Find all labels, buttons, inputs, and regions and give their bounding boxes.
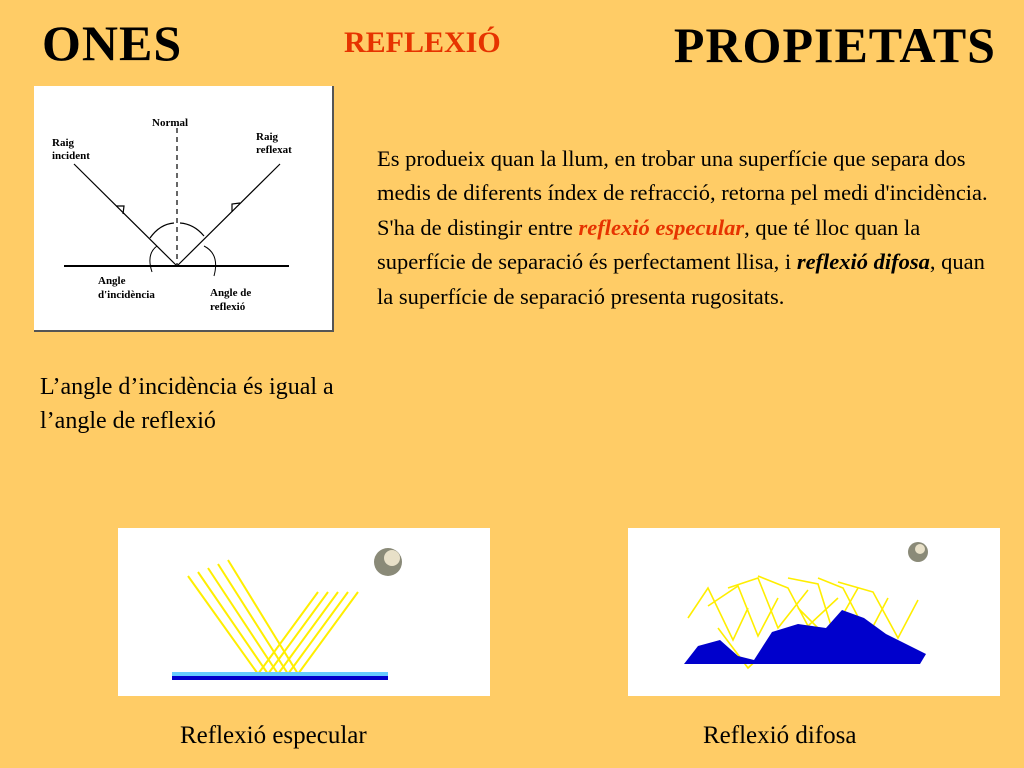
title-ones: ONES — [42, 15, 183, 71]
caption-diffuse: Reflexió difosa — [703, 722, 857, 749]
reflection-angle-arc — [180, 223, 204, 236]
light-source-highlight — [384, 550, 400, 566]
label-angle-ref-2: reflexió — [210, 301, 246, 313]
term-specular: reflexió especular — [578, 214, 745, 240]
angle-law-note: L’angle d’incidència és igual a l’angle de reflexió — [40, 374, 334, 434]
reflection-diagram — [34, 86, 334, 332]
description-part3: , quan la superfície de separació presenta rugositats. — [377, 249, 985, 309]
diffuse-reflection-image — [628, 528, 1000, 696]
label-reflected-1: Raig — [256, 131, 278, 143]
label-angle-inc-2: d'incidència — [98, 289, 155, 301]
rough-surface — [684, 610, 926, 664]
incident-ray — [74, 164, 177, 266]
reflected-ray — [177, 164, 280, 266]
diffuse-image-svg — [628, 528, 1000, 696]
label-angle-ref-1: Angle de — [210, 287, 252, 299]
caption-specular: Reflexió especular — [180, 722, 367, 749]
description-part2: , que té lloc quan la superfície de separació és perfectament llisa, i — [377, 214, 921, 275]
light-source-highlight — [915, 544, 925, 554]
label-angle-inc-1: Angle — [98, 275, 126, 287]
specular-reflection-image — [118, 528, 490, 696]
label-incident-2: incident — [52, 150, 90, 162]
term-diffuse: reflexió difosa — [796, 249, 930, 275]
label-reflected-2: reflexat — [256, 144, 292, 156]
mirror-surface-top — [172, 672, 388, 676]
label-incident-1: Raig — [52, 137, 74, 149]
description-text — [377, 142, 997, 314]
incidence-angle-arc — [150, 223, 174, 238]
description-part1: Es produeix quan la llum, en trobar una superfície que separa dos medis de diferents índex de refracció, retorna pel medi d'incidència. S'ha de distingir entre — [377, 146, 988, 240]
subtitle-reflexio: REFLEXIÓ — [344, 26, 501, 59]
title-propietats: PROPIETATS — [673, 17, 996, 73]
label-normal: Normal — [152, 117, 189, 129]
angle-ref-pointer — [204, 246, 216, 276]
specular-image-svg — [118, 528, 490, 696]
reflection-diagram-svg — [34, 86, 332, 330]
mirror-surface — [172, 676, 388, 680]
angle-inc-pointer — [150, 246, 157, 272]
